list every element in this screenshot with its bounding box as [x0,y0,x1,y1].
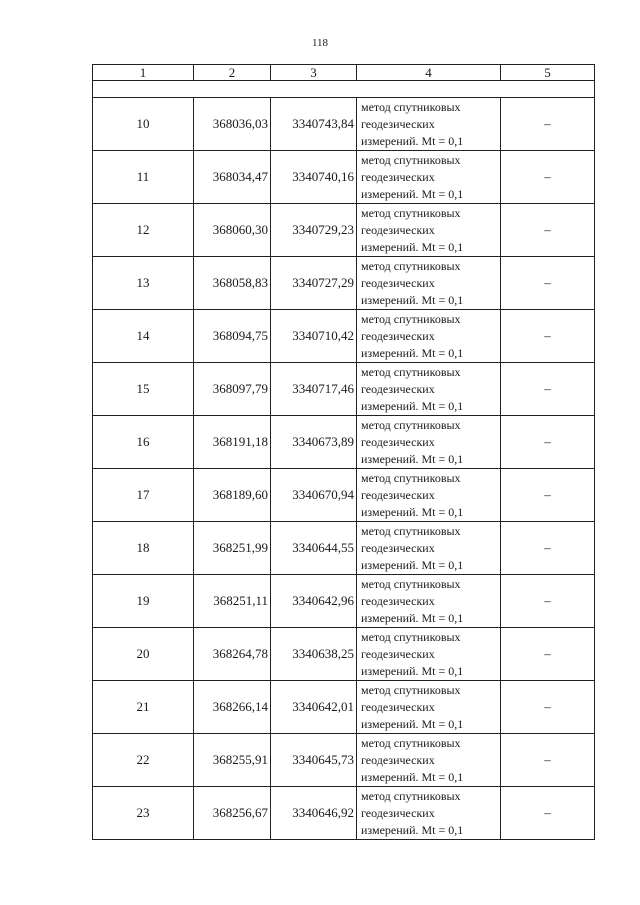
method-line: измерений. Mt = 0,1 [361,716,464,731]
note-cell: – [501,628,595,681]
method-line: измерений. Mt = 0,1 [361,451,464,466]
method-line: метод спутниковых [361,99,461,114]
table-row [93,204,595,257]
method-cell [357,469,501,522]
note-cell: – [501,151,595,204]
note-cell: – [501,734,595,787]
method-line: измерений. Mt = 0,1 [361,398,464,413]
method-cell [357,681,501,734]
note-cell: – [501,787,595,840]
x-coordinate-cell: 368191,18 [194,416,271,469]
y-coordinate-cell: 3340727,29 [271,257,357,310]
y-coordinate-cell: 3340673,89 [271,416,357,469]
table-row [93,575,595,628]
point-number-cell: 14 [93,310,194,363]
method-line: метод спутниковых [361,258,461,273]
y-coordinate-cell: 3340743,84 [271,98,357,151]
method-cell [357,575,501,628]
method-line: геодезических [361,275,435,290]
method-line: метод спутниковых [361,788,461,803]
method-line: метод спутниковых [361,417,461,432]
method-line: измерений. Mt = 0,1 [361,610,464,625]
column-header-2: 2 [194,65,271,81]
method-line: метод спутниковых [361,470,461,485]
point-number-cell: 16 [93,416,194,469]
page-number: 118 [311,37,329,49]
method-line: геодезических [361,222,435,237]
column-header-4: 4 [357,65,501,81]
point-number-cell: 11 [93,151,194,204]
method-line: измерений. Mt = 0,1 [361,663,464,678]
spacer-row [93,81,595,98]
point-number-cell: 12 [93,204,194,257]
table-row [93,151,595,204]
method-cell [357,204,501,257]
y-coordinate-cell: 3340644,55 [271,522,357,575]
method-line: измерений. Mt = 0,1 [361,345,464,360]
method-cell [357,787,501,840]
method-line: измерений. Mt = 0,1 [361,239,464,254]
method-line: измерений. Mt = 0,1 [361,292,464,307]
method-line: измерений. Mt = 0,1 [361,504,464,519]
point-number-cell: 19 [93,575,194,628]
x-coordinate-cell: 368034,47 [194,151,271,204]
x-coordinate-cell: 368097,79 [194,363,271,416]
x-coordinate-cell: 368251,11 [194,575,271,628]
point-number-cell: 10 [93,98,194,151]
point-number-cell: 13 [93,257,194,310]
point-number-cell: 21 [93,681,194,734]
method-line: геодезических [361,381,435,396]
method-line: геодезических [361,805,435,820]
method-cell [357,257,501,310]
method-line: геодезических [361,116,435,131]
column-header-3: 3 [271,65,357,81]
method-line: метод спутниковых [361,576,461,591]
table-row [93,363,595,416]
method-line: геодезических [361,434,435,449]
method-line: геодезических [361,593,435,608]
y-coordinate-cell: 3340638,25 [271,628,357,681]
method-cell [357,522,501,575]
method-line: измерений. Mt = 0,1 [361,769,464,784]
note-cell: – [501,310,595,363]
note-cell: – [501,469,595,522]
note-cell: – [501,363,595,416]
method-cell [357,416,501,469]
column-header-5: 5 [501,65,595,81]
y-coordinate-cell: 3340710,42 [271,310,357,363]
method-line: метод спутниковых [361,523,461,538]
point-number-cell: 23 [93,787,194,840]
method-line: геодезических [361,540,435,555]
x-coordinate-cell: 368255,91 [194,734,271,787]
point-number-cell: 18 [93,522,194,575]
method-cell [357,628,501,681]
point-number-cell: 17 [93,469,194,522]
table-row [93,787,595,840]
table-header-row [93,65,595,81]
method-line: метод спутниковых [361,682,461,697]
table-row [93,310,595,363]
y-coordinate-cell: 3340645,73 [271,734,357,787]
method-line: геодезических [361,328,435,343]
point-number-cell: 22 [93,734,194,787]
x-coordinate-cell: 368094,75 [194,310,271,363]
note-cell: – [501,575,595,628]
method-line: измерений. Mt = 0,1 [361,822,464,837]
x-coordinate-cell: 368036,03 [194,98,271,151]
note-cell: – [501,416,595,469]
method-line: метод спутниковых [361,364,461,379]
point-number-cell: 15 [93,363,194,416]
method-line: метод спутниковых [361,311,461,326]
method-line: измерений. Mt = 0,1 [361,186,464,201]
method-cell [357,734,501,787]
method-line: геодезических [361,487,435,502]
y-coordinate-cell: 3340642,96 [271,575,357,628]
method-line: метод спутниковых [361,735,461,750]
method-line: метод спутниковых [361,629,461,644]
table-row [93,469,595,522]
method-line: геодезических [361,752,435,767]
note-cell: – [501,681,595,734]
method-line: геодезических [361,699,435,714]
method-cell [357,363,501,416]
x-coordinate-cell: 368264,78 [194,628,271,681]
table-row [93,628,595,681]
column-header-1: 1 [93,65,194,81]
method-cell [357,310,501,363]
note-cell: – [501,204,595,257]
method-line: измерений. Mt = 0,1 [361,557,464,572]
x-coordinate-cell: 368189,60 [194,469,271,522]
method-line: измерений. Mt = 0,1 [361,133,464,148]
note-cell: – [501,522,595,575]
x-coordinate-cell: 368060,30 [194,204,271,257]
spacer-cell [93,81,595,98]
table-row [93,416,595,469]
method-line: метод спутниковых [361,152,461,167]
y-coordinate-cell: 3340740,16 [271,151,357,204]
y-coordinate-cell: 3340717,46 [271,363,357,416]
method-line: геодезических [361,646,435,661]
table-row [93,734,595,787]
method-cell [357,151,501,204]
table-row [93,98,595,151]
x-coordinate-cell: 368251,99 [194,522,271,575]
point-number-cell: 20 [93,628,194,681]
note-cell: – [501,257,595,310]
y-coordinate-cell: 3340642,01 [271,681,357,734]
table-row [93,681,595,734]
y-coordinate-cell: 3340670,94 [271,469,357,522]
x-coordinate-cell: 368256,67 [194,787,271,840]
method-cell [357,98,501,151]
coordinates-table [92,64,595,840]
y-coordinate-cell: 3340646,92 [271,787,357,840]
x-coordinate-cell: 368058,83 [194,257,271,310]
x-coordinate-cell: 368266,14 [194,681,271,734]
table-row [93,257,595,310]
method-line: геодезических [361,169,435,184]
note-cell: – [501,98,595,151]
y-coordinate-cell: 3340729,23 [271,204,357,257]
method-line: метод спутниковых [361,205,461,220]
table-row [93,522,595,575]
